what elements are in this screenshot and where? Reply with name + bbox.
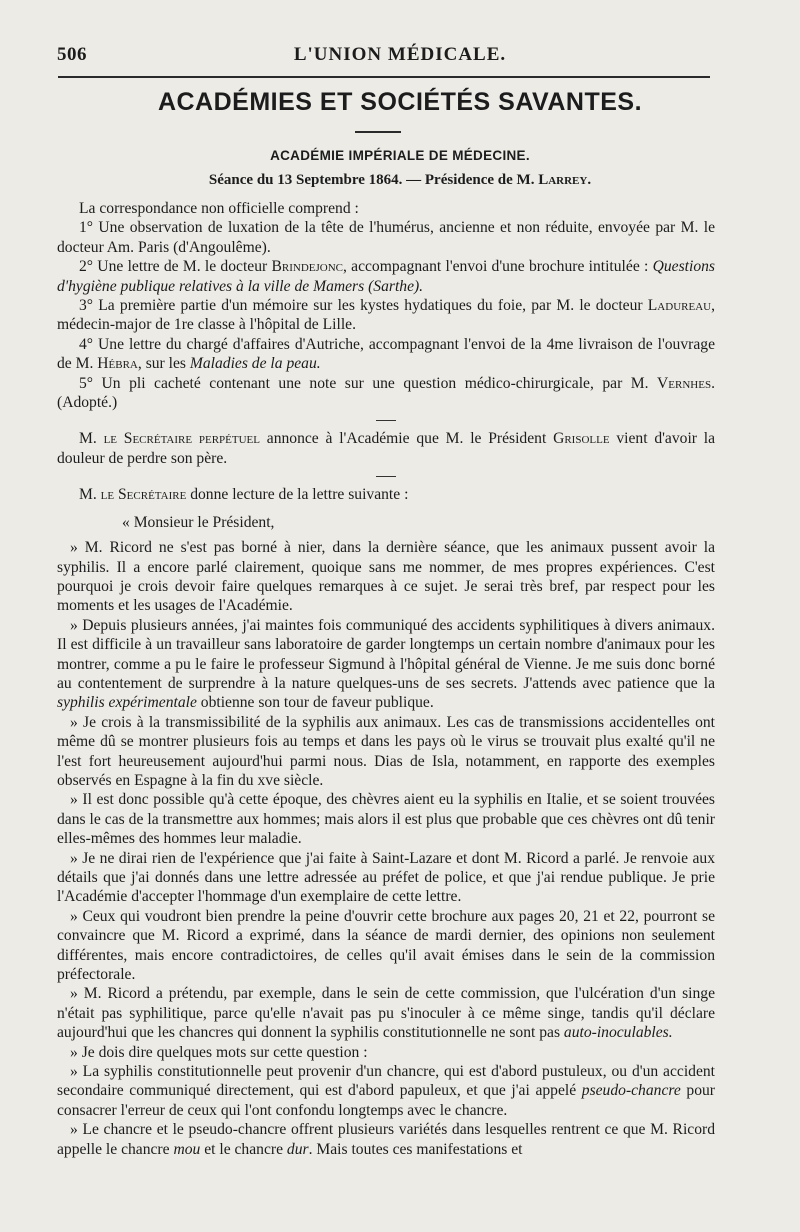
running-header bbox=[0, 44, 800, 74]
item-2-author: Brindejonc bbox=[271, 258, 343, 276]
correspondence-item-2 bbox=[57, 257, 715, 296]
p2-text: » Depuis plusieurs années, j'ai maintes fois communiqué des accidents syphilitiques à divers animaux. Il est difficile à un travailleur sans laboratoire de garder longtemps un certain nombre d'animaux pour les montrer, comme a pu le faire le professeur Sigmund à l'hôpital général de Vienne. Je me suis donc borné au contentement de surprendre à la nature quelques-uns de ses secrets. J'attends avec patience que la bbox=[57, 616, 715, 692]
item-5-text: 5° Un pli cacheté contenant une note sur une question médico-chirurgicale, par M. bbox=[79, 374, 658, 392]
letter-paragraph-8: » Je dois dire quelques mots sur cette question : bbox=[70, 1043, 368, 1061]
p7-italic: auto-inoculables. bbox=[563, 1024, 673, 1042]
correspondence-intro: La correspondance non officielle comprend : bbox=[79, 200, 359, 217]
item-4-text: 4° Une lettre du chargé d'affaires d'Autriche, accompagnant l'envoi de la 4me livraison de l'ouvrage de M. bbox=[57, 335, 715, 373]
letter-paragraph-2 bbox=[57, 616, 715, 713]
item-4-author: Hébra bbox=[97, 355, 138, 373]
p10-text: » Le chancre et le pseudo-chancre offrent plusieurs variétés dans lesquelles rentrent ce que M. Ricord appelle le chancre bbox=[57, 1121, 715, 1158]
letter-paragraph-6: » Ceux qui voudront bien prendre la peine d'ouvrir cette brochure aux pages 20, 21 et 22, pourront se convaincre que M. Ricord a exprimé, dans la séance de mardi dernier, des opinions non seulement différentes, mais encore contradictoires, de celles qu'il avait émises dans le sein de la commission préfectorale. bbox=[57, 907, 715, 984]
letter-salutation: « Monsieur le Président, bbox=[122, 513, 275, 531]
academy-subtitle: ACADÉMIE IMPÉRIALE DE MÉDECINE. bbox=[270, 148, 530, 163]
p10-text-c: . Mais toutes ces manifestations et bbox=[308, 1140, 523, 1158]
p9-text-b: pour consacrer l'erreur de ceux qui l'ont confondu longtemps avec le chancre. bbox=[57, 1082, 715, 1119]
reading-role: le Secrétaire bbox=[100, 486, 187, 504]
header-rule bbox=[58, 76, 710, 78]
correspondence-item-5 bbox=[57, 374, 715, 413]
letter-paragraph-5: » Je ne dirai rien de l'expérience que j'ai faite à Saint-Lazare et dont M. Ricord a parlé. Je renvoie aux détails que j'ai donnés dans une lettre adressée au préfet de police, et que j'ai rendue publique. Je prie l'Académie d'accepter l'hommage d'un exemplaire de cette lettre. bbox=[57, 849, 715, 906]
reading-m: M. bbox=[79, 486, 101, 504]
title-rule bbox=[355, 131, 401, 133]
item-4-title: Maladies de la peau. bbox=[189, 355, 321, 373]
item-5-text-b: . (Adopté.) bbox=[57, 374, 715, 412]
announcement-m: M. bbox=[79, 430, 104, 448]
correspondence-item-3 bbox=[57, 296, 715, 335]
letter-paragraph-1: » M. Ricord ne s'est pas borné à nier, dans la dernière séance, que les animaux pussent avoir la syphilis. Il a encore parlé clairement, quoique sans me nommer, de mes propres expériences. C'est pourquoi je crois devoir faire quelques remarques à ce sujet. Je serai très bref, par respect pour les moments et les usages de l'Académie. bbox=[57, 539, 715, 615]
p7-text: » M. Ricord a prétendu, par exemple, dans le sein de cette commission, que l'ulcération d'un singe n'était pas syphilitique, parce qu'elle n'avait pas pu s'inoculer à ce même singe, tandis qu'il déclare aujourd'hui que les chancres qui donnent la syphilis constitutionnelle ne sont pas bbox=[57, 985, 715, 1042]
section-title: ACADÉMIES ET SOCIÉTÉS SAVANTES. bbox=[157, 88, 643, 116]
session-line bbox=[0, 172, 800, 189]
session-text: Séance du 13 Septembre 1864. — Présidence de M. bbox=[208, 172, 535, 188]
article-body bbox=[57, 199, 715, 1159]
item-2-text-b: , accompagnant l'envoi d'une brochure intitulée : bbox=[342, 258, 653, 276]
correspondence-item-1: 1° Une observation de luxation de la tête de l'humérus, ancienne et non réduite, envoyée par M. le docteur Am. Paris (d'Angoulême). bbox=[57, 219, 715, 256]
journal-title: L'UNION MÉDICALE. bbox=[293, 44, 507, 65]
p10-text-b: et le chancre bbox=[200, 1140, 287, 1158]
item-2-text: 2° Une lettre de M. le docteur bbox=[79, 258, 272, 276]
announcement-paragraph bbox=[57, 429, 715, 468]
letter-paragraph-7 bbox=[57, 984, 715, 1042]
president-name: Larrey bbox=[538, 172, 588, 188]
announcement-name: Grisolle bbox=[553, 430, 610, 448]
letter-paragraph-9 bbox=[57, 1062, 715, 1120]
p9-text: » La syphilis constitutionnelle peut provenir d'un chancre, qui est d'abord pustuleux, ou d'un accident secondaire communiqué directement, qui est d'abord papuleux, et que j'ai appelé bbox=[57, 1063, 715, 1100]
letter-paragraph-4: » Il est donc possible qu'à cette époque, des chèvres aient eu la syphilis en Italie, et se soient trouvées dans le cas de la transmettre aux hommes; mais alors il est plus que probable que ces chèvres ont dû tenir elles-mêmes des hommes leur maladie. bbox=[57, 791, 715, 848]
item-3-text: 3° La première partie d'un mémoire sur les kystes hydatiques du foie, par M. le docteur bbox=[79, 297, 648, 315]
item-4-text-b: , sur les bbox=[137, 355, 190, 373]
reading-text: donne lecture de la lettre suivante : bbox=[186, 486, 409, 504]
separator-rule bbox=[376, 476, 396, 477]
p10-italic-dur: dur bbox=[286, 1140, 309, 1158]
letter-paragraph-3: » Je crois à la transmissibilité de la syphilis aux animaux. Les cas de transmissions accidentelles ont même dû se montrer plusieurs fois au temps et dans les pays où le virus se trouvait plus exalté qu'il ne l'est fort heureusement aujourd'hui parmi nous. Dias de Isla, notamment, en rapporte des exemples observés en Espagne à la fin du xve siècle. bbox=[57, 713, 715, 789]
p2-italic: syphilis expérimentale bbox=[57, 694, 197, 712]
letter-paragraph-10 bbox=[57, 1120, 715, 1159]
item-2-title: Questions d'hygiène publique relatives à la ville de Mamers (Sarthe). bbox=[57, 258, 715, 295]
announcement-text: annonce à l'Académie que M. le Président bbox=[259, 430, 554, 448]
correspondence-item-4 bbox=[57, 335, 715, 374]
page-number: 506 bbox=[57, 44, 87, 65]
reading-paragraph bbox=[57, 485, 715, 504]
item-3-author: Ladureau bbox=[647, 297, 712, 315]
p10-italic-mou: mou bbox=[173, 1140, 201, 1158]
p9-italic: pseudo-chancre bbox=[581, 1082, 681, 1100]
p2-text-b: obtienne son tour de faveur publique. bbox=[196, 694, 434, 712]
item-5-author: Vernhes bbox=[657, 374, 712, 392]
session-end: . bbox=[587, 172, 592, 188]
separator-rule bbox=[376, 420, 396, 421]
announcement-text-b: vient d'avoir la douleur de perdre son père. bbox=[57, 430, 716, 467]
item-3-text-b: , médecin-major de 1re classe à l'hôpital de Lille. bbox=[57, 297, 715, 334]
announcement-role: le Secrétaire perpétuel bbox=[103, 430, 260, 448]
